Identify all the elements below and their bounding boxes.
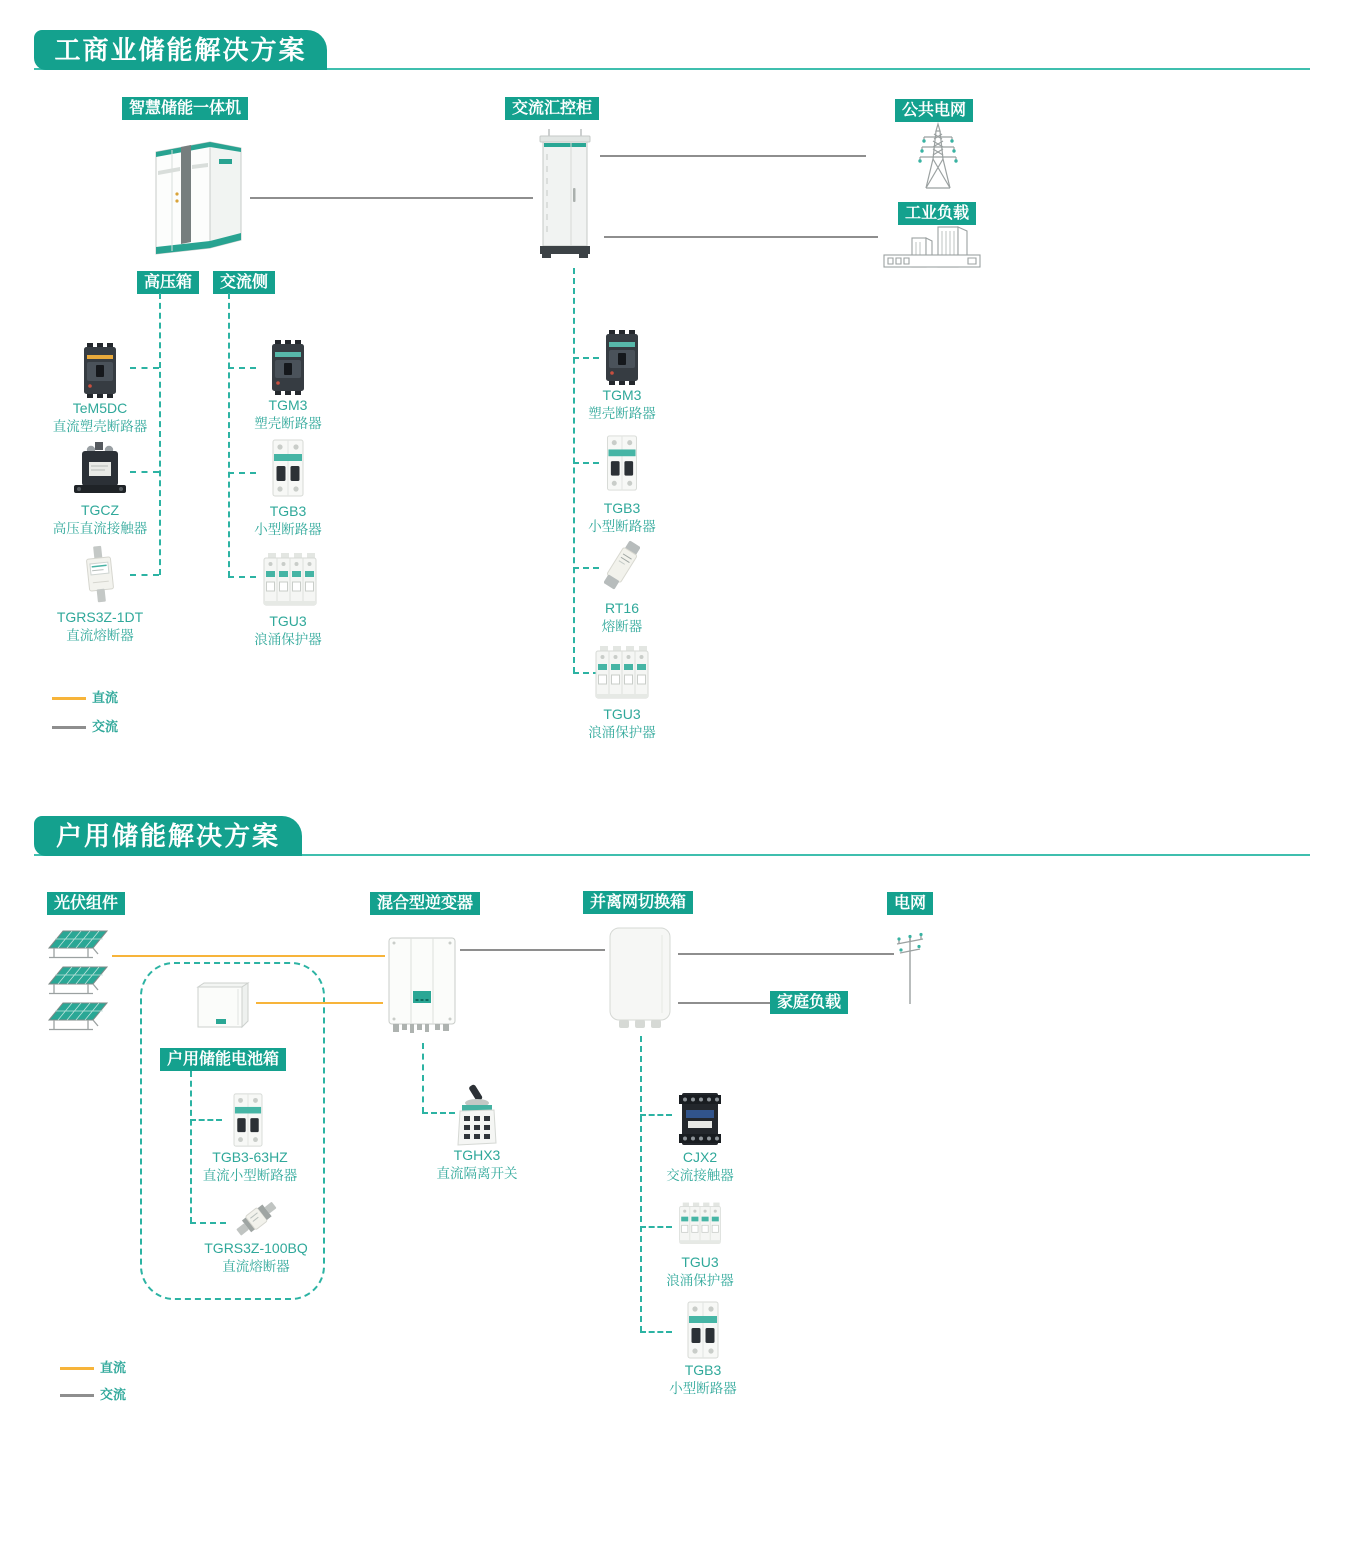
section1-title: 工商业储能解决方案 [34,30,327,70]
tgb3-mcb-image [603,434,641,492]
product-desc: 小型断路器 [254,522,322,537]
switch-box-image [605,925,677,1033]
product-label-tgrs3z-100bq [204,1240,307,1275]
product-label-tgu3 [254,613,322,648]
product-label-tem5dc [53,400,148,435]
transmission-tower-icon [916,121,960,189]
label-home-load: 家庭负载 [770,991,848,1014]
product-desc: 小型断路器 [669,1381,737,1396]
product-code: TGB3 [603,500,641,516]
label-ac-cabinet: 交流汇控柜 [505,97,599,120]
product-desc: 直流小型断路器 [202,1168,298,1183]
legend-dc-line [60,1367,94,1370]
product-code: TGU3 [269,613,307,629]
product-code: TGB3 [269,503,307,519]
legend-ac-line [60,1394,94,1397]
legend-ac-label: 交流 [92,719,119,734]
dc-line-battery-to-inverter [256,1002,383,1004]
tgcz-contactor-image [72,441,128,498]
product-code: TGM3 [268,397,308,413]
dashed-connector [640,1114,672,1116]
product-desc: 塑壳断路器 [588,406,656,421]
product-label-tgu3 [588,706,656,741]
tghx3-isolator-image [455,1083,499,1147]
ac-line-cabinet-to-grid [600,155,866,157]
dashed-connector [190,1071,192,1223]
product-label-cjx2 [666,1149,734,1184]
product-desc: 熔断器 [601,619,643,634]
dashed-connector [228,293,230,577]
product-code: TGU3 [603,706,641,722]
solar-panel-icon [46,929,110,961]
tgm3-mccb-image [265,339,311,396]
label-public-grid: 公共电网 [895,99,973,122]
ac-line-ess-to-cabinet [250,197,533,199]
dashed-connector [190,1119,222,1121]
product-desc: 直流熔断器 [222,1259,290,1274]
dashed-connector [573,462,599,464]
product-code: TGHX3 [453,1147,501,1163]
hybrid-inverter-image [385,935,459,1035]
rt16-fuse-image [604,538,640,592]
product-desc: 浪涌保护器 [588,725,656,740]
product-label-rt16 [602,600,643,635]
product-code: TGRS3Z-100BQ [204,1240,308,1256]
tem5dc-dc-mccb-image [77,342,123,399]
dashed-connector [159,293,161,575]
ess-cabinet-image [148,130,248,256]
product-desc: 直流隔离开关 [436,1166,518,1181]
tgm3-mccb-image [599,329,645,386]
ac-line-cabinet-to-load [604,236,878,238]
dashed-connector [228,472,256,474]
product-code: TGCZ [80,502,120,518]
label-battery-box: 户用储能电池箱 [160,1048,286,1071]
tgrs3z-100bq-fuse-image [228,1198,284,1240]
legend-dc-label: 直流 [92,690,119,705]
label-hybrid-inverter: 混合型逆变器 [370,892,480,915]
ac-line-switchbox-to-grid [678,953,894,955]
utility-pole-icon [892,928,928,1006]
dashed-connector [422,1043,424,1113]
dashed-connector [422,1112,455,1114]
product-label-tgm3 [254,397,322,432]
product-label-tgb3 [669,1362,737,1397]
dashed-connector [228,367,256,369]
battery-box-image [192,979,254,1034]
cjx2-contactor-image [676,1090,724,1148]
product-label-tgb3 [254,503,322,538]
dashed-connector [640,1036,642,1332]
dc-line-pv-to-inverter [112,955,385,957]
product-code: TeM5DC [72,400,128,416]
dashed-connector [640,1331,672,1333]
legend-ac-line [52,726,86,729]
dashed-connector [573,268,575,673]
product-code: TGU3 [681,1254,719,1270]
product-code: TGRS3Z-1DT [56,609,144,625]
dashed-connector [130,367,159,369]
dashed-connector [130,574,159,576]
tgu3-spd-image [678,1201,722,1248]
tgb3-mcb-image [683,1300,723,1360]
product-desc: 塑壳断路器 [254,416,322,431]
product-label-tgrs3z-1dt [57,609,143,644]
dashed-connector [573,567,599,569]
product-label-tgb3-63hz [203,1149,298,1184]
section2-title: 户用储能解决方案 [34,816,302,856]
dashed-connector [573,357,599,359]
dashed-connector [190,1222,226,1224]
legend-dc-label: 直流 [100,1360,127,1375]
product-code: CJX2 [682,1149,718,1165]
product-code: RT16 [605,600,639,616]
product-desc: 交流接触器 [666,1168,734,1183]
dashed-connector [640,1226,672,1228]
tgb3-mcb-image [269,438,307,498]
label-ess-allinone: 智慧储能一体机 [122,97,248,120]
label-ac-side: 交流侧 [213,271,275,294]
product-code: TGB3 [684,1362,722,1378]
solar-panel-icon [46,1001,110,1033]
product-label-tgu3 [666,1254,734,1289]
tgu3-spd-image [594,644,650,704]
legend-ac-label: 交流 [100,1387,127,1402]
dashed-connector [130,471,159,473]
tgrs3z-1dt-fuse-image [79,544,121,604]
product-desc: 浪涌保护器 [666,1273,734,1288]
dashed-connector [228,576,256,578]
product-code: TGB3-63HZ [212,1149,288,1165]
product-label-tgm3 [588,387,656,422]
industrial-building-icon [882,223,984,271]
ac-line-switchbox-to-homeload [678,1002,770,1004]
label-grid: 电网 [887,892,933,915]
ac-line-inverter-to-switchbox [460,949,605,951]
solar-panel-icon [46,965,110,997]
product-desc: 浪涌保护器 [254,632,322,647]
ac-cabinet-image [533,128,597,260]
label-hv-box: 高压箱 [137,271,199,294]
product-desc: 直流塑壳断路器 [52,419,148,434]
tgu3-spd-image [262,551,318,611]
product-desc: 小型断路器 [588,519,656,534]
product-desc: 高压直流接触器 [52,521,148,536]
product-desc: 直流熔断器 [66,628,134,643]
label-industrial-load: 工业负载 [898,202,976,225]
product-label-tghx3 [437,1147,518,1182]
label-pv-modules: 光伏组件 [47,892,125,915]
product-label-tgb3 [588,500,656,535]
tgb3-63hz-mcb-image [228,1092,268,1148]
product-label-tgcz [53,502,148,537]
product-code: TGM3 [602,387,642,403]
label-switch-box: 并离网切换箱 [583,891,693,914]
legend-dc-line [52,697,86,700]
